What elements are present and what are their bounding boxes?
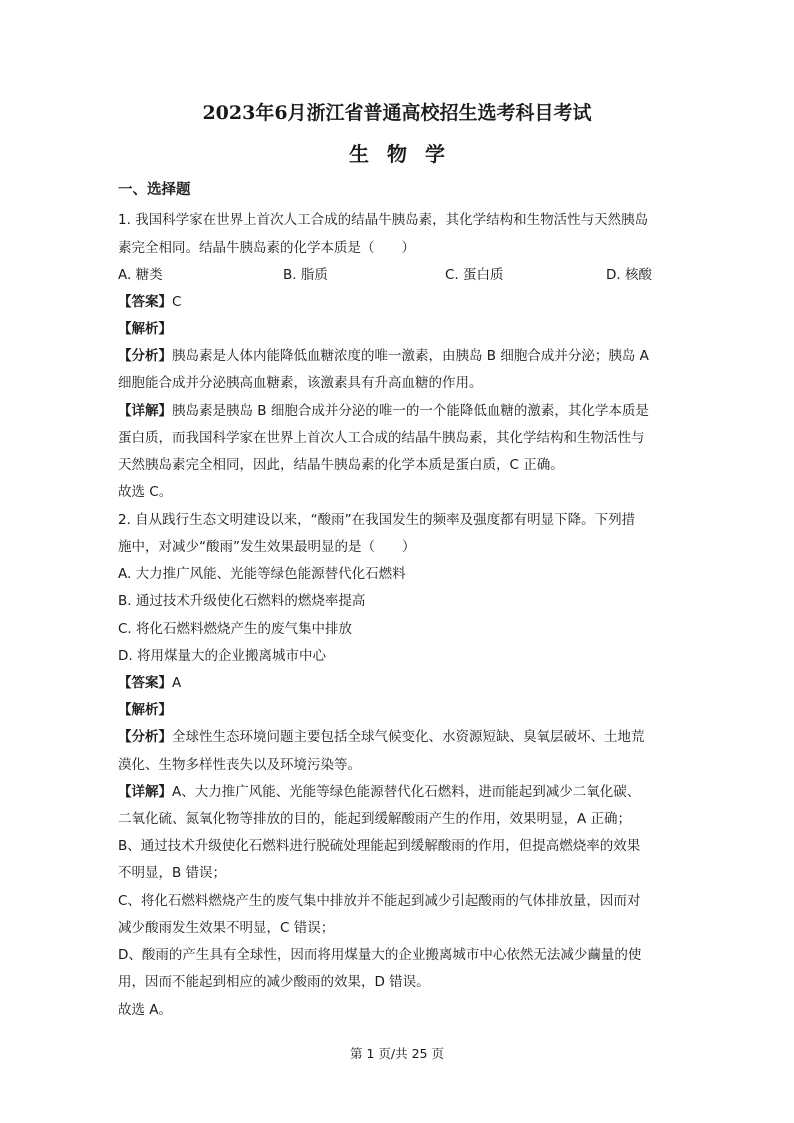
q2-answer: [118, 673, 678, 693]
q1-option-b: B. 脂质: [283, 267, 328, 283]
q1-fenxi-tag: 【分析】: [118, 348, 172, 364]
q1-xiangjie-line-3: 天然胰岛素完全相同，因此，结晶牛胰岛素的化学本质是蛋白质，C 正确。: [118, 457, 564, 473]
q1-xiangjie-tag: 【详解】: [118, 403, 172, 419]
q2-option-a: A. 大力推广风能、光能等绿色能源替代化石燃料: [118, 566, 406, 582]
q2-xiangjie-line-3: B、通过技术升级使化石燃料进行脱硫处理能起到缓解酸雨的作用，但提高燃烧率的效果: [118, 838, 641, 854]
q1-option-a: A. 糖类: [118, 267, 163, 283]
q1-stem-line-2: 素完全相同。结晶牛胰岛素的化学本质是（ ）: [118, 240, 415, 256]
q2-answer-value: A: [172, 675, 182, 691]
q2-fenxi-line-1: [118, 727, 678, 747]
q1-xiangjie-text-1: 胰岛素是胰岛 B 细胞合成并分泌的唯一的一个能降低血糖的激素，其化学本质是: [172, 403, 649, 419]
q1-xiangjie-line-1: [118, 401, 678, 421]
q2-stem-line-2: 施中，对减少“酸雨”发生效果最明显的是（ ）: [118, 539, 416, 555]
q2-xiangjie-line-2: 二氧化硫、氮氧化物等排放的目的，能起到缓解酸雨产生的作用，效果明显，A 正确；: [118, 811, 632, 827]
q1-answer-tag: 【答案】: [118, 294, 172, 310]
q1-option-c: C. 蛋白质: [445, 267, 504, 283]
q2-fenxi-tag: 【分析】: [118, 729, 172, 745]
q2-conclusion: 故选 A。: [118, 1002, 173, 1018]
q1-option-d: D. 核酸: [606, 267, 652, 283]
q1-conclusion: 故选 C。: [118, 484, 173, 500]
q2-xiangjie-line-4: 不明显，B 错误；: [118, 865, 227, 881]
q2-answer-tag: 【答案】: [118, 675, 172, 691]
q1-fenxi-line-2: 细胞能合成并分泌胰高血糖素，该激素具有升高血糖的作用。: [118, 375, 483, 391]
q1-answer-value: C: [172, 294, 182, 310]
q2-fenxi-text-1: 全球性生态环境问题主要包括全球气候变化、水资源短缺、臭氧层破坏、土地荒: [172, 729, 645, 745]
q2-option-b: B. 通过技术升级使化石燃料的燃烧率提高: [118, 593, 366, 609]
q1-analysis-tag: 【解析】: [118, 321, 172, 337]
q2-xiangjie-line-1: [118, 782, 678, 802]
exam-subtitle: 生物学: [349, 142, 463, 166]
q1-fenxi-line-1: [118, 346, 678, 366]
q1-answer: [118, 292, 678, 312]
q2-xiangjie-line-6: 减少酸雨发生效果不明显，C 错误；: [118, 920, 335, 936]
q2-stem-line-1: 2. 自从践行生态文明建设以来，“酸雨”在我国发生的频率及强度都有明显下降。下列措: [118, 512, 636, 528]
q2-fenxi-line-2: 漠化、生物多样性丧失以及环境污染等。: [118, 757, 361, 773]
q2-xiangjie-text-1: A、大力推广风能、光能等绿色能源替代化石燃料，进而能起到减少二氧化碳、: [172, 784, 641, 800]
q2-option-c: C. 将化石燃料燃烧产生的废气集中排放: [118, 621, 353, 637]
page-footer: 第 1 页/共 25 页: [350, 1046, 444, 1061]
q2-xiangjie-line-8: 用，因而不能起到相应的减少酸雨的效果，D 错误。: [118, 974, 430, 990]
q1-stem-line-1: 1. 我国科学家在世界上首次人工合成的结晶牛胰岛素，其化学结构和生物活性与天然胰岛: [118, 212, 649, 228]
q1-xiangjie-line-2: 蛋白质，而我国科学家在世界上首次人工合成的结晶牛胰岛素，其化学结构和生物活性与: [118, 430, 645, 446]
q2-xiangjie-line-5: C、将化石燃料燃烧产生的废气集中排放并不能起到减少引起酸雨的气体排放量，因而对: [118, 893, 641, 909]
q1-fenxi-text-1: 胰岛素是人体内能降低血糖浓度的唯一激素，由胰岛 B 细胞合成并分泌；胰岛 A: [172, 348, 649, 364]
q2-xiangjie-line-7: D、酸雨的产生具有全球性，因而将用煤量大的企业搬离城市中心依然无法减少繭量的使: [118, 947, 642, 963]
q2-option-d: D. 将用煤量大的企业搬离城市中心: [118, 648, 326, 664]
q2-xiangjie-tag: 【详解】: [118, 784, 172, 800]
section-heading: 一、选择题: [118, 182, 191, 198]
exam-title: 2023年6月浙江省普通高校招生选考科目考试: [202, 102, 592, 124]
q2-analysis-tag: 【解析】: [118, 702, 172, 718]
